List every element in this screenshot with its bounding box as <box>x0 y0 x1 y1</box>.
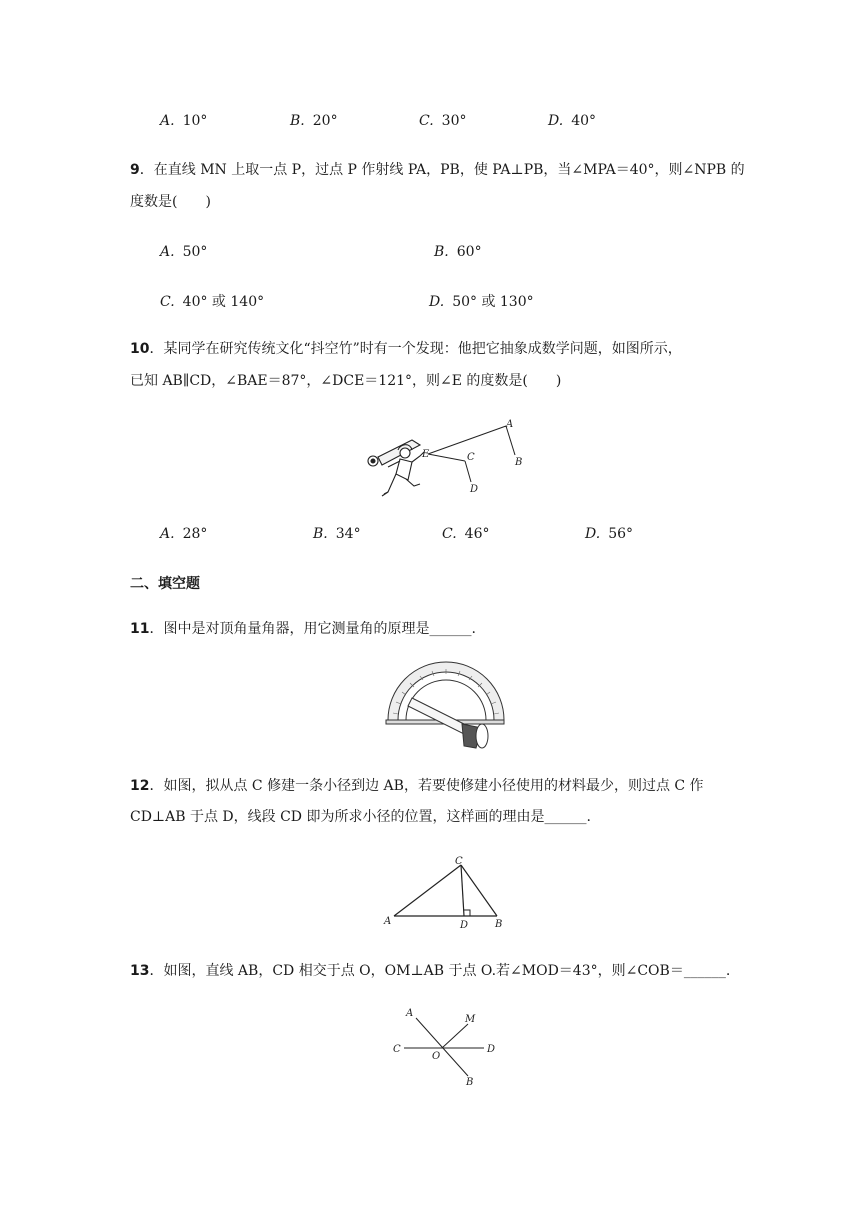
q9-option-c: C. 40° 或 140° <box>160 294 265 310</box>
q10-option-b: B. 34° <box>313 526 361 542</box>
q9-option-b: B. 60° <box>434 244 482 260</box>
q8-option-d: D. 40° <box>548 113 597 129</box>
q10-stem-line1: 10．某同学在研究传统文化“抖空竹”时有一个发现：他把它抽象成数学问题，如图所示， <box>130 341 682 357</box>
q10-option-a: A. 28° <box>160 526 208 542</box>
q13-label-m: M <box>465 1014 476 1025</box>
q10-label-a: A <box>506 419 514 430</box>
q9-stem-line1: 9．在直线 MN 上取一点 P，过点 P 作射线 PA，PB，使 PA⊥PB，当∠MPA＝40°，则∠NPB 的 <box>130 162 745 178</box>
q13-label-a: A <box>406 1008 414 1019</box>
q9-stem-line2: 度数是( ) <box>130 194 211 210</box>
q13-label-c: C <box>393 1044 401 1055</box>
q12-label-c: C <box>455 856 463 867</box>
q12-stem-line1: 12．如图，拟从点 C 修建一条小径到边 AB，若要使修建小径使用的材料最少，则过点 C 作 <box>130 778 704 794</box>
q13-stem-line1: 13．如图，直线 AB，CD 相交于点 O，OM⊥AB 于点 O.若∠MOD＝43°，则∠COB＝______. <box>130 963 731 979</box>
q10-label-c: C <box>467 452 475 463</box>
q12-stem-line2: CD⊥AB 于点 D，线段 CD 即为所求小径的位置，这样画的理由是______. <box>130 809 591 825</box>
q13-label-d: D <box>487 1044 496 1055</box>
diabolo-player-illustration <box>368 440 424 496</box>
q8-option-c: C. 30° <box>419 113 467 129</box>
q9-option-d: D. 50° 或 130° <box>429 294 534 310</box>
q8-option-b: B. 20° <box>290 113 338 129</box>
q9-option-a: A. 50° <box>160 244 208 260</box>
q12-label-b: B <box>495 919 503 930</box>
q10-label-b: B <box>515 457 523 468</box>
q12-figure-triangle <box>380 852 510 932</box>
section-title-fill-in: 二、填空题 <box>130 576 200 592</box>
q10-label-d: D <box>470 484 479 495</box>
q10-option-d: D. 56° <box>585 526 634 542</box>
q13-label-o: O <box>432 1051 441 1062</box>
q12-label-a: A <box>384 916 392 927</box>
q11-figure-protractor <box>384 658 508 754</box>
q13-label-b: B <box>466 1077 474 1088</box>
q11-stem-line1: 11．图中是对顶角量角器，用它测量角的原理是______. <box>130 621 476 637</box>
q10-label-e: E <box>422 449 430 460</box>
q12-label-d: D <box>460 920 469 931</box>
q10-figure-diddle-diabolo <box>360 412 530 502</box>
q10-stem-line2: 已知 AB∥CD，∠BAE＝87°，∠DCE＝121°，则∠E 的度数是( ) <box>130 373 562 389</box>
q8-option-a: A. 10° <box>160 113 208 129</box>
q13-figure-intersecting-lines <box>388 1002 500 1090</box>
q10-option-c: C. 46° <box>442 526 490 542</box>
